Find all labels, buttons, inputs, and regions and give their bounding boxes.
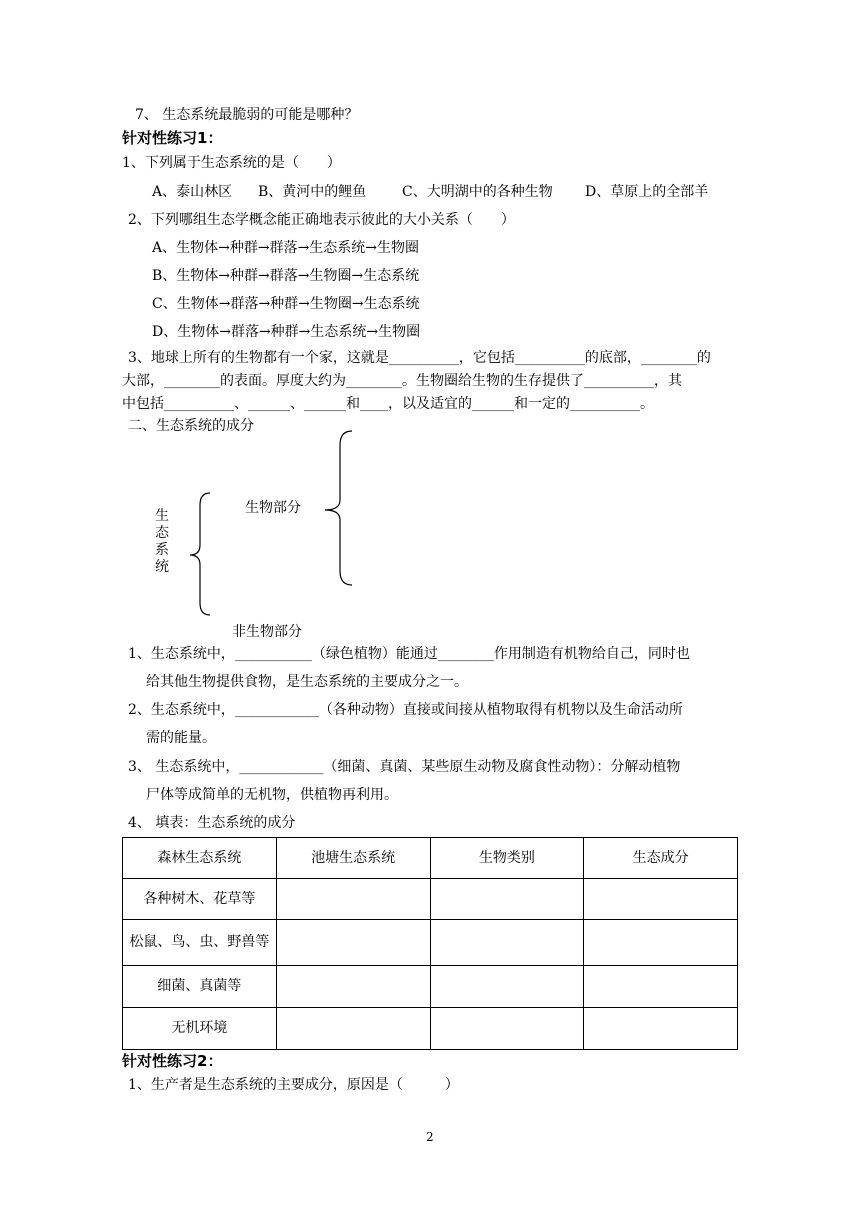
table-header-row (123, 838, 738, 879)
table-row (123, 879, 738, 920)
table-cell-blank[interactable] (584, 966, 738, 1008)
row-1-forest: 各种树木、花草等 (123, 879, 277, 920)
outer-brace (190, 493, 210, 615)
table-row (123, 1008, 738, 1050)
item-1-line2: 给其他生物提供食物，是生态系统的主要成分之一。 (146, 674, 468, 690)
practice-1-heading: 针对性练习1： (122, 129, 223, 147)
item-1-line1: 1、生态系统中，___________（绿色植物）能通过________作用制造有机物给自己，同时也 (128, 646, 690, 662)
row-2-forest: 松鼠、鸟、虫、野兽等 (123, 920, 277, 966)
table-cell-blank[interactable] (584, 1008, 738, 1050)
row-3-forest: 细菌、真菌等 (123, 966, 277, 1008)
practice-1-q3-line3: 中包括__________、______、______和____，以及适宜的______和一定的__________。 (122, 396, 654, 412)
option-c: C、大明湖中的各种生物 (402, 184, 553, 200)
table-row (123, 920, 738, 966)
header-pond: 池塘生态系统 (276, 838, 430, 879)
table-cell-blank[interactable] (276, 879, 430, 920)
practice-1-q2-stem: 2、下列哪组生态学概念能正确地表示彼此的大小关系（ ） (128, 212, 515, 228)
practice-1-q3-line2: 大部，________的表面。厚度大约为________。生物圈给生物的生存提供了__________，其 (122, 373, 682, 389)
biotic-brace (325, 431, 352, 585)
table-cell-blank[interactable] (584, 879, 738, 920)
item-2-line1: 2、生态系统中，____________（各种动物）直接或间接从植物取得有机物以及生命活动所 (128, 702, 683, 718)
practice-1-q3-line1: 3、地球上所有的生物都有一个家，这就是__________，它包括__________的底部，________的 (128, 350, 711, 366)
diagram-abiotic-label: 非生物部分 (232, 624, 302, 640)
practice-1-q2-option-d: D、生物体→群落→种群→生态系统→生物圈 (152, 324, 421, 340)
header-forest: 森林生态系统 (123, 838, 277, 879)
option-b: B、黄河中的鲤鱼 (258, 184, 367, 200)
practice-2-q1: 1、生产者是生态系统的主要成分，原因是（ ） (128, 1077, 459, 1093)
practice-1-q1-stem: 1、下列属于生态系统的是（ ） (122, 155, 341, 171)
practice-2-heading: 针对性练习2： (122, 1052, 223, 1070)
ecosystem-components-table (122, 837, 738, 1050)
diagram-biotic-label: 生物部分 (245, 500, 301, 516)
table-cell-blank[interactable] (430, 966, 584, 1008)
item-3-line2: 尸体等成简单的无机物，供植物再利用。 (146, 787, 398, 803)
header-component: 生态成分 (584, 838, 738, 879)
item-3-line1: 3、 生态系统中，____________（细菌、真菌、某些原生动物及腐食性动物）：分解动植物 (128, 759, 681, 775)
practice-1-q2-option-a: A、生物体→种群→群落→生态系统→生物圈 (152, 240, 420, 256)
option-d: D、草原上的全部羊 (585, 184, 709, 200)
item-2-line2: 需的能量。 (146, 730, 216, 746)
table-cell-blank[interactable] (276, 1008, 430, 1050)
table-cell-blank[interactable] (430, 920, 584, 966)
practice-1-q2-option-b: B、生物体→种群→群落→生物圈→生态系统 (152, 268, 420, 284)
question-7: 7、 生态系统最脆弱的可能是哪种？ (135, 107, 359, 123)
table-row (123, 966, 738, 1008)
section-2-title: 二、生态系统的成分 (128, 418, 254, 434)
table-cell-blank[interactable] (276, 920, 430, 966)
row-4-forest: 无机环境 (123, 1008, 277, 1050)
table-cell-blank[interactable] (584, 920, 738, 966)
item-4: 4、 填表：生态系统的成分 (128, 815, 296, 831)
option-a: A、泰山林区 (152, 184, 233, 200)
table-cell-blank[interactable] (430, 1008, 584, 1050)
table-cell-blank[interactable] (430, 879, 584, 920)
table-cell-blank[interactable] (276, 966, 430, 1008)
header-category: 生物类别 (430, 838, 584, 879)
practice-1-q2-option-c: C、生物体→群落→种群→生物圈→生态系统 (152, 296, 420, 312)
diagram-root-label: 生态系统 (155, 508, 169, 575)
page-number: 2 (426, 1130, 434, 1144)
